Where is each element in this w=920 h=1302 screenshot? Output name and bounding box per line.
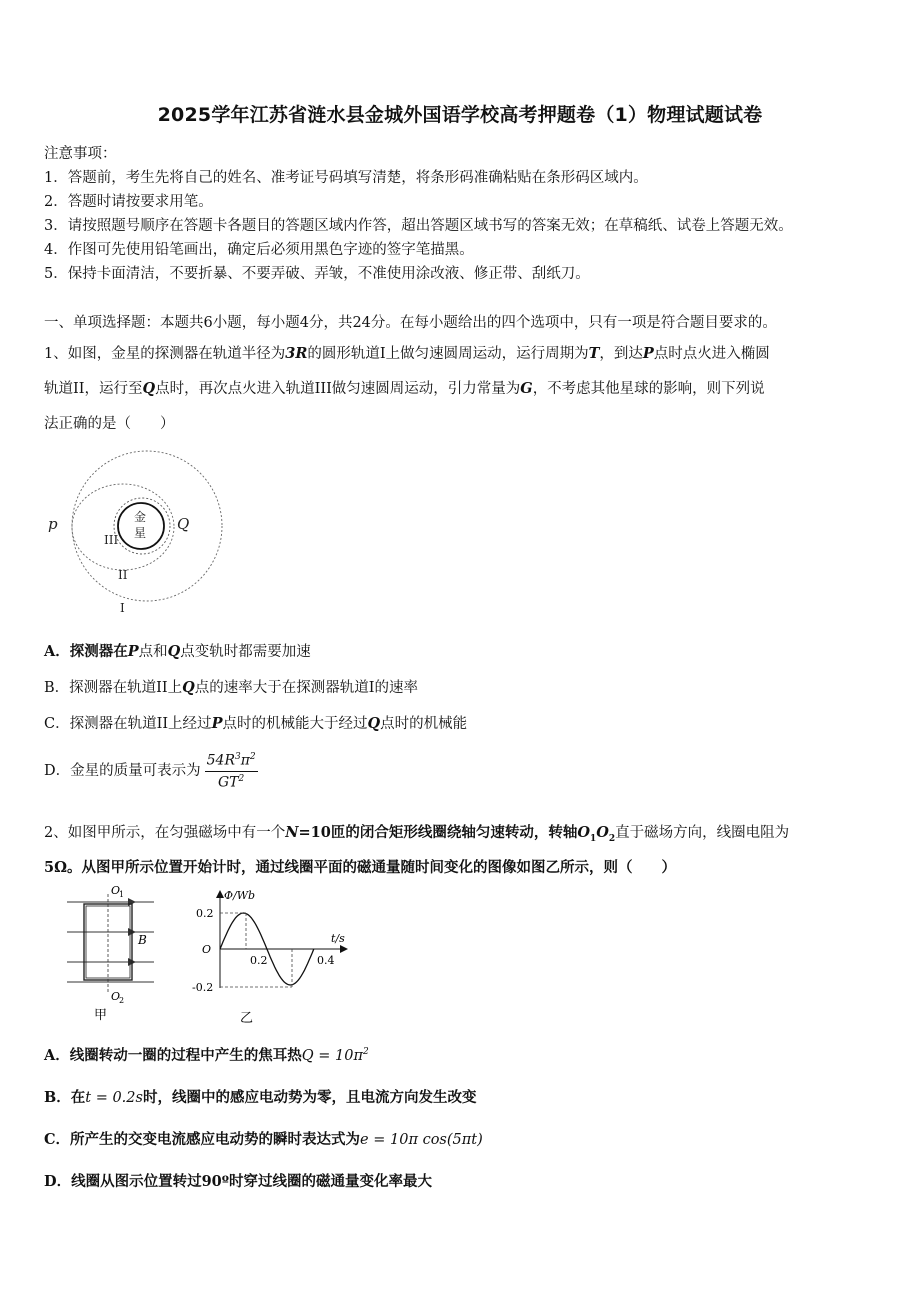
opt-var: P xyxy=(211,715,223,732)
opt-text: 点和 xyxy=(138,644,168,660)
x-tick-2: 0.4 xyxy=(317,954,335,967)
flux-graph xyxy=(186,884,356,1028)
q2-var: O xyxy=(577,824,590,841)
planet-label-1: 金 xyxy=(134,510,147,524)
opt-math-text: Q = 10π xyxy=(301,1048,363,1064)
x-arrow-icon xyxy=(340,945,348,953)
label-p: p xyxy=(48,515,58,533)
caption-jia: 甲 xyxy=(94,1008,108,1023)
frac-den-sup: 2 xyxy=(238,773,245,784)
opt-var: Q xyxy=(367,715,381,732)
origin-label: O xyxy=(202,943,212,956)
section-heading: 一、单项选择题：本题共6小题，每小题4分，共24分。在每小题给出的四个选项中，只有一项是符合题目要求的。 xyxy=(44,315,777,331)
q1-text: 的圆形轨道I上做匀速圆周运动，运行周期为 xyxy=(307,346,589,362)
q2-var: O xyxy=(596,824,609,841)
q1-text: ，到达 xyxy=(599,346,643,362)
y-arrow-icon xyxy=(216,890,224,898)
q1-var: G xyxy=(520,380,533,397)
opt-text: C．探测器在轨道II上经过 xyxy=(44,716,212,732)
notice-item-4: 4．作图可先使用铅笔画出，确定后必须用黑色字迹的签字笔描黑。 xyxy=(44,242,474,258)
label-o1-sub: 1 xyxy=(119,890,125,899)
opt-math: t = 0.2s xyxy=(85,1090,143,1106)
opt-text: C．所产生的交变电流感应电动势的瞬时表达式为 xyxy=(44,1131,361,1148)
label-orbit-I: I xyxy=(120,601,125,615)
y-label: Φ/Wb xyxy=(224,889,256,902)
q2-option-b[interactable] xyxy=(44,1086,476,1107)
q1-var: T xyxy=(588,345,600,362)
caption-yi: 乙 xyxy=(240,1011,254,1026)
page-title: 2025学年江苏省涟水县金城外国语学校高考押题卷（1）物理试题试卷 xyxy=(157,104,763,126)
q1-line-1 xyxy=(44,342,770,363)
opt-text: 点变轨时都需要加速 xyxy=(180,644,311,660)
label-q: Q xyxy=(177,515,190,533)
q2-option-d[interactable]: D．线圈从图示位置转过90º时穿过线圈的磁通量变化率最大 xyxy=(44,1173,433,1190)
frac-num-pi-sup: 2 xyxy=(249,752,256,762)
y-tick-top: 0.2 xyxy=(196,907,214,920)
x-tick-1: 0.2 xyxy=(250,954,268,967)
label-orbit-III: III xyxy=(104,533,119,547)
q1-line-2 xyxy=(44,377,765,398)
label-o1: O xyxy=(111,884,121,897)
notice-item-5: 5．保持卡面清洁，不要折暴、不要弄破、弄皱，不准使用涂改液、修正带、刮纸刀。 xyxy=(44,266,590,282)
label-o2-sub: 2 xyxy=(119,996,125,1005)
q2-text: 直于磁场方向，线圈电阻为 xyxy=(615,825,790,841)
opt-text: A．探测器在 xyxy=(44,643,128,660)
y-tick-bottom: -0.2 xyxy=(192,981,214,994)
q2-sub: 1 xyxy=(589,833,597,844)
orbit-diagram xyxy=(44,448,234,620)
planet-label-2: 星 xyxy=(134,526,147,540)
opt-math-sup: 2 xyxy=(363,1047,369,1058)
q1-line-3: 法正确的是（ ） xyxy=(44,416,175,432)
q1-option-d[interactable] xyxy=(44,752,258,790)
q1-option-a[interactable] xyxy=(44,640,311,661)
frac-num-sup: 3 xyxy=(234,752,241,762)
opt-var: Q xyxy=(182,679,195,696)
frac-den: GT xyxy=(218,774,239,791)
notice-item-1: 1．答题前，考生先将自己的姓名、准考证号码填写清楚，将条形码准确粘贴在条形码区域内。 xyxy=(44,170,648,186)
q1-text: 点时，再次点火进入轨道III做匀速圆周运动，引力常量为 xyxy=(155,381,521,397)
q2-option-c[interactable] xyxy=(44,1128,483,1149)
q1-text: 轨道II，运行至 xyxy=(44,381,143,397)
frac-num-pi: π xyxy=(240,752,250,769)
opt-text: B．在 xyxy=(44,1089,86,1106)
opt-text: 点时的机械能大于经过 xyxy=(222,716,368,732)
mass-fraction xyxy=(205,752,258,790)
opt-text: 点时的机械能 xyxy=(380,716,468,732)
q1-var: 3R xyxy=(285,345,308,362)
notice-item-2: 2．答题时请按要求用笔。 xyxy=(44,194,213,210)
q1-text: 1、如图，金星的探测器在轨道半径为 xyxy=(44,346,286,362)
label-o2: O xyxy=(111,990,121,1003)
opt-text: B．探测器在轨道II上 xyxy=(44,680,183,696)
q2-text: 2、如图甲所示，在匀强磁场中有一个 xyxy=(44,825,286,841)
label-orbit-II: II xyxy=(118,568,128,582)
q1-var: Q xyxy=(142,380,156,397)
q2-line-1 xyxy=(44,821,789,844)
opt-text: 时，线圈中的感应电动势为零，且电流方向发生改变 xyxy=(142,1089,477,1106)
q1-text: ，不考虑其他星球的影响，则下列说 xyxy=(532,381,765,397)
notice-item-3: 3．请按照题号顺序在答题卡各题目的答题区域内作答，超出答题区域书写的答案无效；在草稿纸、试卷上答题无效。 xyxy=(44,218,793,234)
q2-line-2: 5Ω。从图甲所示位置开始计时，通过线圈平面的磁通量随时间变化的图像如图乙所示，则（ ） xyxy=(44,859,676,876)
opt-var: P xyxy=(127,643,139,660)
frac-num: 54R xyxy=(206,752,235,769)
q1-text: 点时点火进入椭圆 xyxy=(653,346,770,362)
q1-option-c[interactable] xyxy=(44,712,467,733)
notice-heading: 注意事项： xyxy=(44,146,117,162)
opt-text: D．金星的质量可表示为 xyxy=(44,763,201,780)
label-b: B xyxy=(138,933,147,947)
q2-text: =10匝的闭合矩形线圈绕轴匀速转动，转轴 xyxy=(298,824,578,841)
opt-var: Q xyxy=(167,643,181,660)
q2-option-a[interactable] xyxy=(44,1044,369,1065)
q1-option-b[interactable] xyxy=(44,676,418,697)
opt-text: A．线圈转动一圈的过程中产生的焦耳热 xyxy=(44,1047,302,1064)
opt-math: e = 10π cos(5πt) xyxy=(360,1132,483,1148)
coil-diagram xyxy=(64,882,174,1024)
q2-sub: 2 xyxy=(608,833,616,844)
opt-text: 点的速率大于在探测器轨道I的速率 xyxy=(194,680,418,696)
x-label: t/s xyxy=(331,932,345,945)
q1-var: P xyxy=(642,345,654,362)
opt-math xyxy=(302,1048,369,1064)
q2-var: N xyxy=(285,824,299,841)
